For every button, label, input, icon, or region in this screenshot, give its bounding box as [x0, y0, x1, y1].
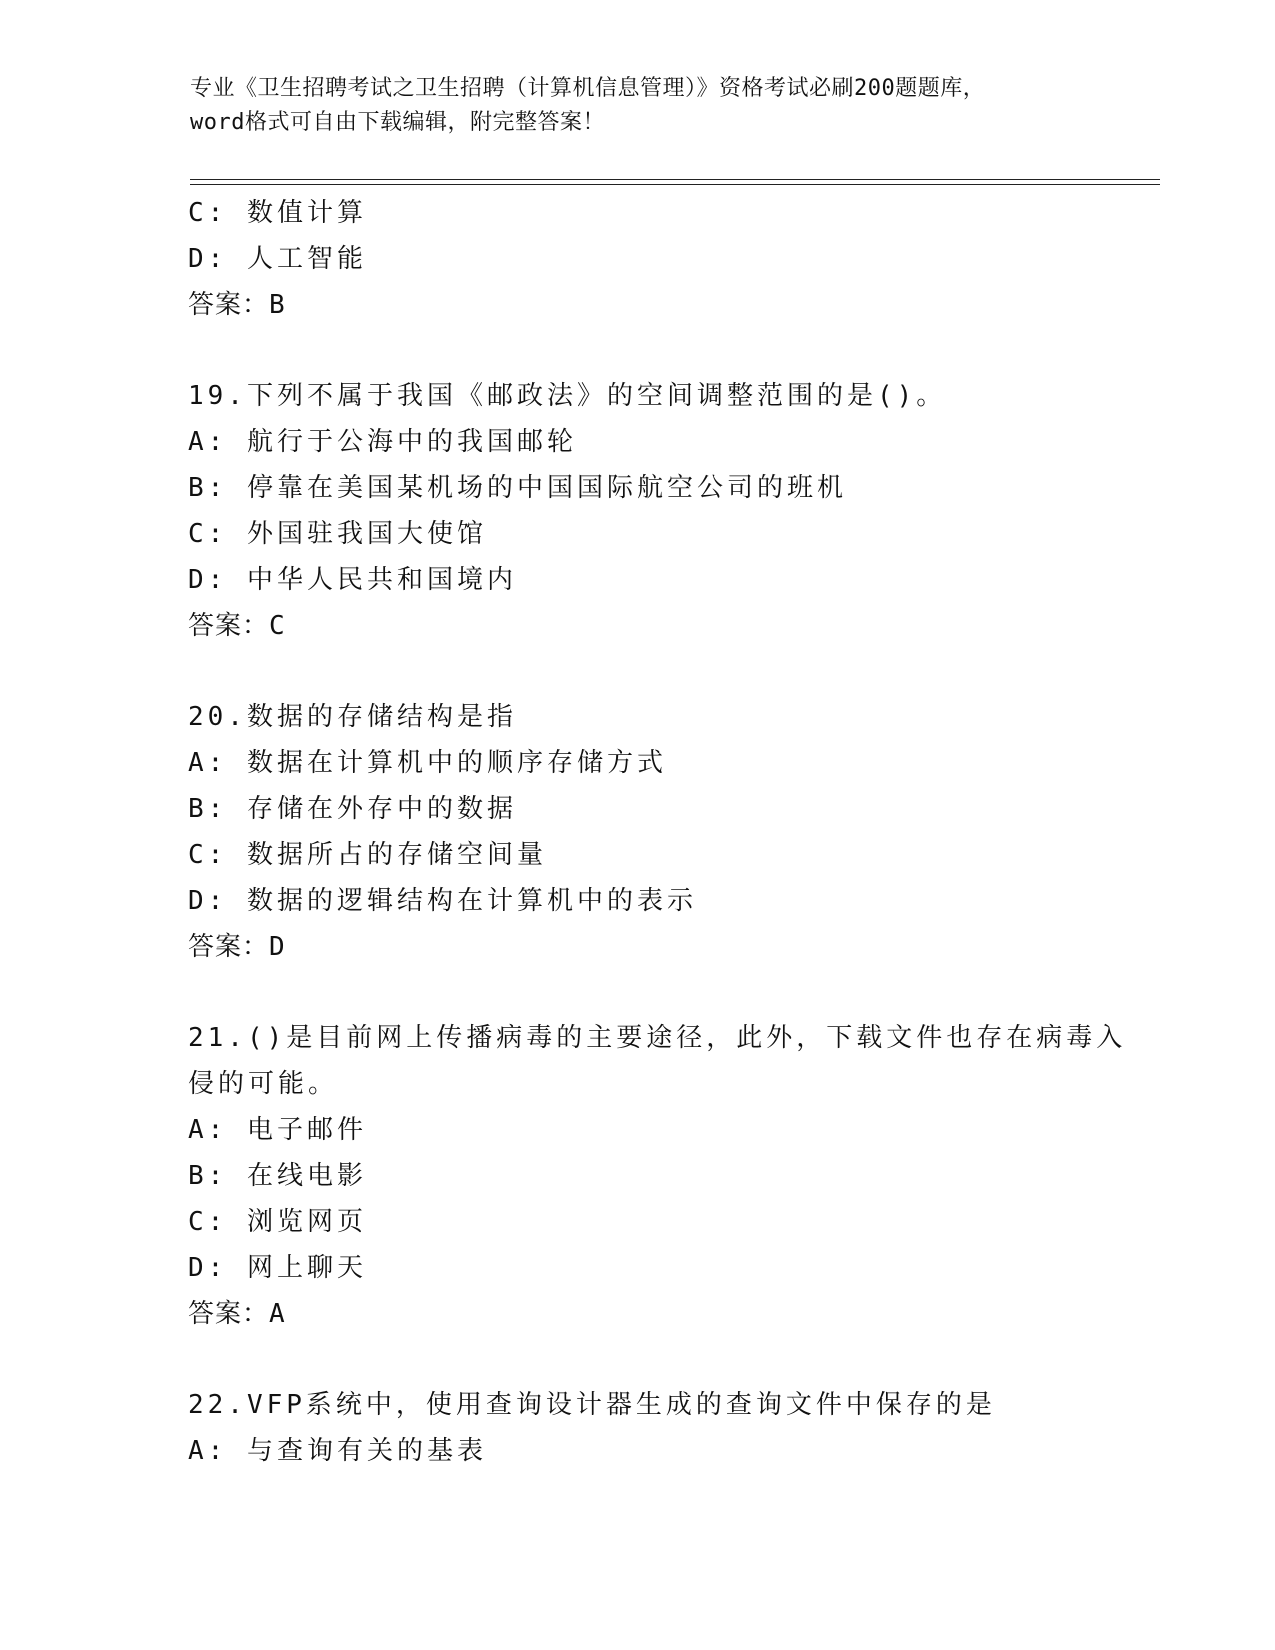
option-c: C: 外国驻我国大使馆 — [188, 519, 487, 549]
header-line-2: word格式可自由下载编辑，附完整答案！ — [190, 110, 605, 135]
question-18-continued — [188, 190, 1088, 328]
option-d: D: 中华人民共和国境内 — [188, 565, 517, 595]
answer-line: 答案：C — [188, 611, 286, 641]
option-a: A: 与查询有关的基表 — [188, 1436, 487, 1466]
document-header — [190, 72, 1090, 140]
question-title: 20.数据的存储结构是指 — [188, 702, 517, 732]
question-title-line-1: 21.()是目前网上传播病毒的主要途径，此外，下载文件也存在病毒入 — [188, 1023, 1127, 1053]
header-line-1: 专业《卫生招聘考试之卫生招聘（计算机信息管理）》资格考试必刷200题题库， — [190, 76, 986, 101]
answer-line: 答案：B — [188, 290, 286, 320]
question-22 — [188, 1382, 1088, 1474]
answer-line: 答案：A — [188, 1299, 286, 1329]
spacer — [188, 649, 1088, 694]
option-c: C: 浏览网页 — [188, 1207, 367, 1237]
question-list — [188, 190, 1127, 1474]
option-a: A: 电子邮件 — [188, 1115, 367, 1145]
spacer — [188, 970, 1088, 1015]
question-title: 22.VFP系统中，使用查询设计器生成的查询文件中保存的是 — [188, 1390, 996, 1420]
header-divider-bottom — [190, 184, 1160, 185]
option-c: C: 数值计算 — [188, 198, 367, 228]
option-b: B: 停靠在美国某机场的中国国际航空公司的班机 — [188, 473, 847, 503]
question-title-line-2: 侵的可能。 — [188, 1069, 339, 1099]
option-c: C: 数据所占的存储空间量 — [188, 840, 547, 870]
spacer — [188, 1337, 1088, 1382]
option-a: A: 数据在计算机中的顺序存储方式 — [188, 748, 667, 778]
spacer — [188, 328, 1088, 373]
option-b: B: 存储在外存中的数据 — [188, 794, 517, 824]
header-divider-top — [190, 179, 1160, 180]
question-20 — [188, 694, 1088, 970]
option-d: D: 数据的逻辑结构在计算机中的表示 — [188, 886, 697, 916]
question-title: 19.下列不属于我国《邮政法》的空间调整范围的是()。 — [188, 381, 947, 411]
question-21 — [188, 1015, 1127, 1337]
option-a: A: 航行于公海中的我国邮轮 — [188, 427, 577, 457]
option-d: D: 网上聊天 — [188, 1253, 367, 1283]
question-19 — [188, 373, 1088, 649]
option-d: D: 人工智能 — [188, 244, 367, 274]
answer-line: 答案：D — [188, 932, 286, 962]
option-b: B: 在线电影 — [188, 1161, 367, 1191]
